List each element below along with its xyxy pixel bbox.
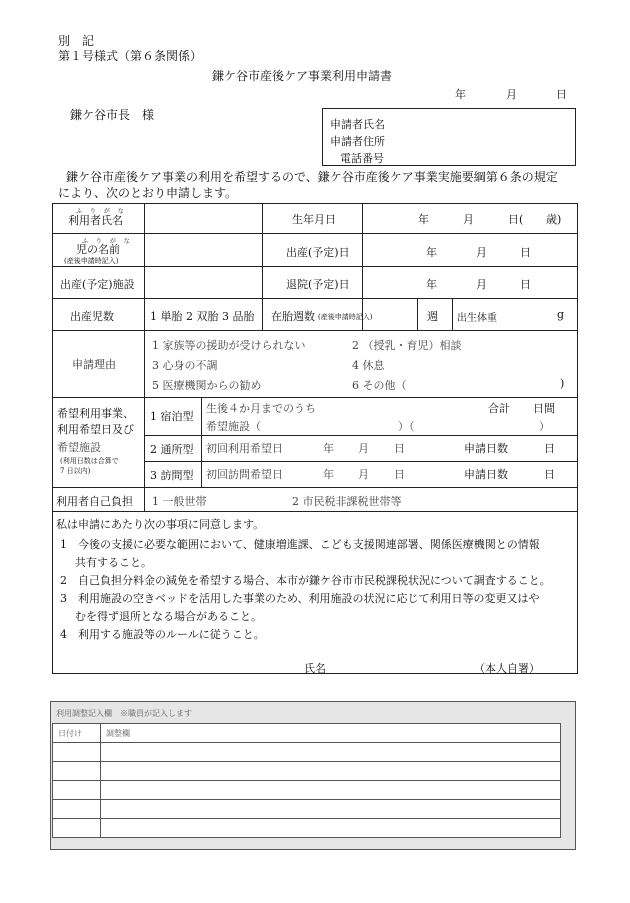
service-label-2: 利用希望日及び <box>57 423 134 436</box>
signature-label: 氏名 <box>304 662 326 675</box>
stay-paren-mid: ）（ <box>398 420 415 433</box>
admin-col-date: 日付け <box>58 729 82 738</box>
date-month: 月 <box>506 88 517 101</box>
dob-month: 月 <box>463 213 474 226</box>
day-year: 年 <box>323 442 334 455</box>
day-month: 月 <box>358 442 369 455</box>
page-title: 鎌ケ谷市産後ケア事業利用申請書 <box>212 69 393 83</box>
intro-line-1: 鎌ケ谷市産後ケア事業の利用を希望するので、鎌ケ谷市産後ケア事業実施要綱第６条の規定 <box>66 170 558 184</box>
stay-days: 日間 <box>533 402 555 415</box>
signature-note: （本人自署） <box>474 662 540 675</box>
births-options: 1 単胎 2 双胎 3 品胎 <box>150 310 255 323</box>
applicant-phone-label: 電話番号 <box>340 152 384 165</box>
service-label-3: 希望施設 <box>57 441 101 454</box>
admin-caption: 利用調整記入欄 ※職員が記入します <box>56 709 192 718</box>
child-name-label: 児の名前 <box>76 243 120 256</box>
reason-4: 4 休息 <box>352 359 385 372</box>
dob-age: 歳) <box>546 213 562 226</box>
birth-day: 日 <box>520 246 531 259</box>
visit-first-date: 初回訪問希望日 <box>206 468 283 481</box>
weeks-note: (産後申請時記入) <box>318 313 373 321</box>
applicant-name-label: 申請者氏名 <box>330 118 385 131</box>
date-year: 年 <box>455 88 466 101</box>
reason-label: 申請理由 <box>72 358 116 371</box>
stay-paren-end: ） <box>539 420 550 433</box>
birth-month: 月 <box>476 246 487 259</box>
visit-type-label: 3 訪問型 <box>150 469 194 482</box>
consent-item-1b: 共有すること。 <box>75 556 152 569</box>
day-type-label: 2 通所型 <box>150 443 194 456</box>
facility-label: 出産(予定)施設 <box>60 278 135 291</box>
applicant-address-label: 申請者住所 <box>330 135 385 148</box>
consent-intro: 私は申請にあたり次の事項に同意します。 <box>56 518 265 531</box>
consent-item-1a: 1 今後の支援に必要な範囲において、健康増進課、こども支援関連部署、関係医療機関との情報 <box>60 538 540 551</box>
user-name-label: 利用者氏名 <box>68 214 123 227</box>
dob-year: 年 <box>418 213 429 226</box>
day-count-unit: 日 <box>544 442 555 455</box>
service-label-1: 希望利用事業、 <box>57 407 134 420</box>
stay-total: 合計 <box>488 402 510 415</box>
births-label: 出産児数 <box>70 310 114 323</box>
consent-item-4: 4 利用する施設等のルールに従うこと。 <box>60 628 265 641</box>
day-count-label: 申請日数 <box>464 442 508 455</box>
discharge-year: 年 <box>426 278 437 291</box>
weight-unit: g <box>557 308 565 321</box>
visit-year: 年 <box>323 468 334 481</box>
admin-col-note: 調整欄 <box>106 729 130 738</box>
weeks-unit: 週 <box>427 310 438 323</box>
consent-item-3b: むを得ず退所となる場合があること。 <box>75 610 262 623</box>
visit-day: 日 <box>394 468 405 481</box>
stay-type-label: 1 宿泊型 <box>150 410 194 423</box>
annex-label: 別 記 <box>58 34 95 48</box>
reason-2: 2 （授乳・育児）相談 <box>352 339 462 352</box>
reason-1: 1 家族等の援助が受けられない <box>152 339 306 352</box>
day-day: 日 <box>394 442 405 455</box>
service-note-2: 7 日以内) <box>60 467 91 475</box>
intro-line-2: により、次のとおり申請します。 <box>58 186 238 200</box>
child-name-note: (産後申請時記入) <box>64 257 119 265</box>
stay-line-1: 生後４か月までのうち <box>206 402 316 415</box>
discharge-month: 月 <box>476 278 487 291</box>
reason-6-close: ) <box>560 377 565 390</box>
visit-count-label: 申請日数 <box>464 468 508 481</box>
user-name-ruby: ふ り が な <box>76 208 127 215</box>
burden-label: 利用者自己負担 <box>56 495 133 508</box>
reason-3: 3 心身の不調 <box>152 359 218 372</box>
dob-day: 日( <box>508 213 524 226</box>
child-name-ruby: ふ り が な <box>82 238 133 245</box>
reason-5: 5 医療機関からの勧め <box>152 379 262 392</box>
stay-facility: 希望施設（ <box>206 420 261 433</box>
burden-option-2: 2 市民税非課税世帯等 <box>292 495 402 508</box>
form-number: 第１号様式（第６条関係） <box>58 49 203 63</box>
day-first-date: 初回利用希望日 <box>206 442 283 455</box>
date-day: 日 <box>556 88 567 101</box>
dob-label: 生年月日 <box>292 213 336 226</box>
weight-label: 出生体重 <box>457 313 497 324</box>
addressee: 鎌ケ谷市長 様 <box>70 108 155 122</box>
weeks-label: 在胎週数 <box>271 310 315 323</box>
discharge-day: 日 <box>520 278 531 291</box>
birth-year: 年 <box>426 246 437 259</box>
burden-option-1: 1 一般世帯 <box>152 495 207 508</box>
discharge-label: 退院(予定)日 <box>286 278 350 291</box>
consent-item-3a: 3 利用施設の空きベッドを活用した事業のため、利用施設の状況に応じて利用日等の変更又はや <box>60 592 540 605</box>
visit-count-unit: 日 <box>544 468 555 481</box>
reason-6: 6 その他（ <box>352 379 407 392</box>
birth-date-label: 出産(予定)日 <box>286 246 350 259</box>
service-note-1: (利用日数は合算で <box>60 457 119 465</box>
visit-month: 月 <box>358 468 369 481</box>
consent-item-2: 2 自己負担分料金の減免を希望する場合、本市が鎌ケ谷市市民税課税状況について調査すること。 <box>60 574 551 587</box>
